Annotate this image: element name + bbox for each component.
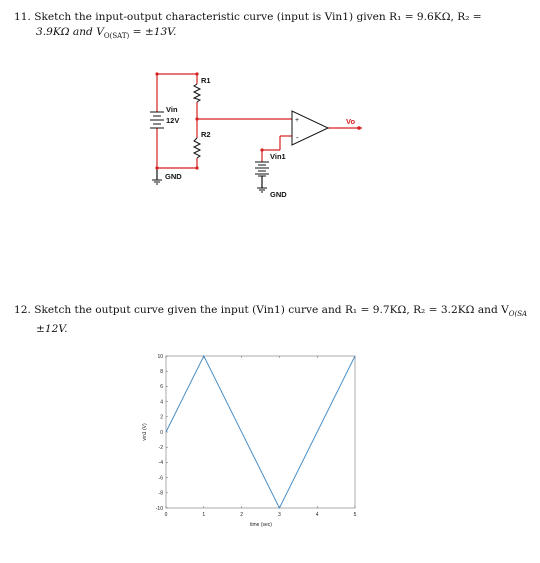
vo-label: Vo [346,117,356,126]
series-line-vin1 [166,356,355,508]
gnd-label-2: GND [270,190,287,199]
y-tick-label: 8 [160,369,163,375]
question-12-number: 12. [14,304,31,316]
vin1-label: Vin1 [270,152,286,161]
y-tick-label: -6 [158,475,163,482]
x-tick-label: 2 [240,512,243,518]
y-tick-label: -2 [158,445,163,451]
y-tick-label: 6 [160,384,163,391]
x-tick-label: 0 [164,512,168,518]
question-11-line1: Sketch the input-output characteristic curve (input is Vin1) given R₁ = 9.6KΩ, R₂ = [34,11,482,23]
vin-label: Vin [166,105,178,114]
y-tick-label: 0 [160,429,163,436]
r2-label: R2 [201,130,211,139]
y-tick-label: 2 [160,414,163,421]
question-12-line1: Sketch the output curve given the input (Vin1) curve and R₁ = 9.7KΩ, R₂ = 3.2KΩ and V [34,304,509,316]
question-12-sat-subscript: O(SA [508,310,528,319]
r1-label: R1 [201,76,211,85]
y-tick-label: 10 [157,353,163,360]
question-11-sat-subscript: O(SAT) [103,32,130,41]
x-tick-label: 5 [353,512,357,518]
x-tick-label: 3 [278,512,281,518]
y-tick-label: 4 [160,399,163,406]
question-11-number: 11. [14,11,31,23]
y-tick-label: -10 [155,505,163,512]
question-11-and-v: and V [72,26,104,38]
question-11-vsat-value: = ±13V. [129,26,177,38]
chart-frame [166,356,355,508]
question-11-r2-value: 3.9KΩ [36,26,73,38]
y-tick-label: -8 [158,490,163,497]
op-amp-minus-label: - [296,133,299,142]
question-12-vsat-value: ±12V. [36,323,68,336]
x-axis-label: time (sec) [250,522,272,528]
gnd-label-1: GND [165,172,182,181]
y-tick-label: -4 [158,460,163,467]
x-tick-label: 4 [315,512,319,518]
y-axis-label: vin1 (V) [142,423,148,441]
vin-value-label: 12V [166,116,180,125]
op-amp-plus-label: + [295,117,300,124]
x-tick-label: 1 [202,512,206,518]
